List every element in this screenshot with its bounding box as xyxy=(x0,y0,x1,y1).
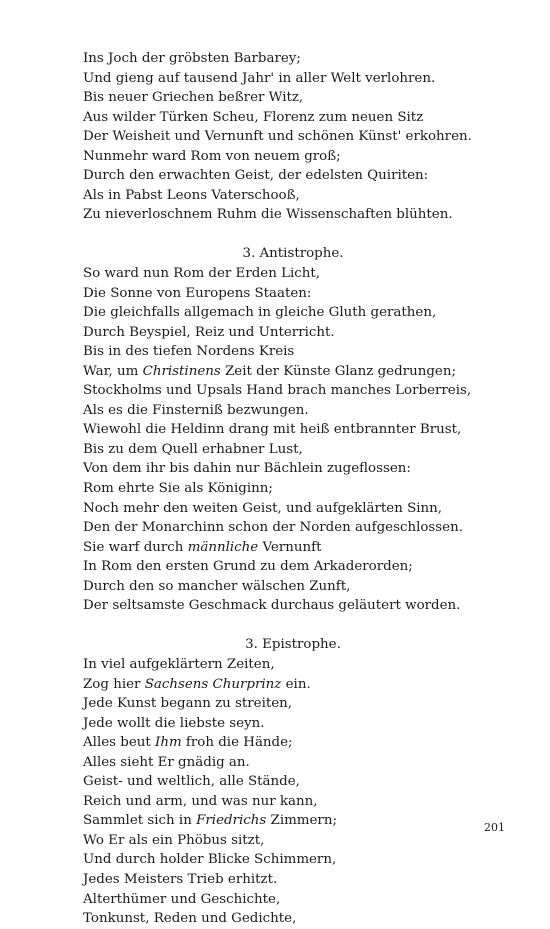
verse-line: Ins Joch der gröbsten Barbarey; xyxy=(83,51,301,66)
verse-line: Stockholms und Upsals Hand brach manches Lorberreis, xyxy=(83,383,472,399)
verse-line: Jede Kunst begann zu streiten, xyxy=(83,696,293,712)
verse-line: In Rom den ersten Grund zu dem Arkaderorden; xyxy=(83,559,413,575)
verse-line: Tonkunst, Reden und Gedichte, xyxy=(83,911,297,927)
verse-line: Bis neuer Griechen beßrer Witz, xyxy=(83,90,304,106)
verse-line: Durch Beyspiel, Reiz und Unterricht. xyxy=(83,324,335,340)
verse-line: Von dem ihr bis dahin nur Bächlein zugeflossen: xyxy=(83,461,411,477)
verse-line: In viel aufgeklärtern Zeiten, xyxy=(83,656,275,672)
verse-line: Zu nieverloschnem Ruhm die Wissenschaften blühten. xyxy=(83,207,453,223)
verse-line: Der seltsamste Geschmack durchaus geläutert worden. xyxy=(83,598,461,614)
verse-text: ein. xyxy=(281,676,311,692)
verse-line: Reich und arm, und was nur kann, xyxy=(83,793,318,809)
verse-line xyxy=(83,733,503,753)
stanza-antistrophe xyxy=(83,244,503,615)
verse-line: Wiewohl die Heldinn drang mit heiß entbrannter Brust, xyxy=(83,422,462,438)
verse-text: Zeit der Künste Glanz gedrungen; xyxy=(220,363,456,379)
verse-line: Noch mehr den weiten Geist, und aufgeklärten Sinn, xyxy=(83,500,443,516)
verse-line: Wo Er als ein Phöbus sitzt, xyxy=(83,832,265,848)
verse-line: Jedes Meisters Trieb erhitzt. xyxy=(83,871,278,887)
verse-line: Als in Pabst Leons Vaterschooß, xyxy=(83,187,300,203)
stanza-continuation xyxy=(83,49,503,225)
italic-word: Ihm xyxy=(155,735,182,751)
verse-line: Bis zu dem Quell erhabner Lust, xyxy=(83,441,303,457)
stanza-epistrophe xyxy=(83,635,503,928)
verse-text: Sie warf durch xyxy=(83,539,188,555)
page-number: 201 xyxy=(484,821,505,834)
italic-name: Sachsens Churprinz xyxy=(144,676,282,692)
verse-text: Zimmern; xyxy=(266,813,337,829)
verse-line: Nunmehr ward Rom von neuem groß; xyxy=(83,148,341,164)
verse-line: Und durch holder Blicke Schimmern, xyxy=(83,852,337,868)
verse-line: Aus wilder Türken Scheu, Florenz zum neuen Sitz xyxy=(83,109,424,125)
verse-line: Als es die Finsterniß bezwungen. xyxy=(83,402,309,418)
verse-line xyxy=(83,811,503,831)
verse-text: War, um xyxy=(83,363,143,379)
verse-text: froh die Hände; xyxy=(181,735,293,751)
italic-name: Christinens xyxy=(142,363,221,379)
verse-line xyxy=(83,675,503,695)
stanza-heading: 3. Antistrophe. xyxy=(242,246,344,262)
verse-line: Die gleichfalls allgemach in gleiche Gluth gerathen, xyxy=(83,305,437,321)
verse-line: Und gieng auf tausend Jahr' in aller Welt verlohren. xyxy=(83,70,436,86)
verse-line xyxy=(83,362,503,382)
verse-text: Zog hier xyxy=(83,676,145,692)
verse-line: Alles sieht Er gnädig an. xyxy=(83,754,250,770)
verse-line: Die Sonne von Europens Staaten: xyxy=(83,285,312,301)
verse-line: Durch den erwachten Geist, der edelsten Quiriten: xyxy=(83,168,429,184)
verse-line: Durch den so mancher wälschen Zunft, xyxy=(83,578,351,594)
verse-line: So ward nun Rom der Erden Licht, xyxy=(83,266,321,282)
stanza-gap xyxy=(83,616,503,636)
stanza-heading: 3. Epistrophe. xyxy=(245,637,341,653)
verse-text: Alles beut xyxy=(83,735,156,751)
verse-line: Alterthümer und Geschichte, xyxy=(83,891,281,907)
stanza-gap xyxy=(83,225,503,245)
verse-line: Den der Monarchinn schon der Norden aufgeschlossen. xyxy=(83,520,463,536)
verse-line: Geist- und weltlich, alle Stände, xyxy=(83,774,300,790)
poem-page xyxy=(83,49,503,929)
italic-word: männliche xyxy=(187,539,259,555)
verse-text: Vernunft xyxy=(258,539,322,555)
verse-text: Sammlet sich in xyxy=(83,813,197,829)
verse-line: Rom ehrte Sie als Königinn; xyxy=(83,481,273,497)
verse-line: Der Weisheit und Vernunft und schönen Künst' erkohren. xyxy=(83,129,472,145)
verse-line: Bis in des tiefen Nordens Kreis xyxy=(83,344,295,360)
verse-line: Jede wollt die liebste seyn. xyxy=(83,715,265,731)
italic-name: Friedrichs xyxy=(196,813,267,829)
verse-line xyxy=(83,538,503,558)
